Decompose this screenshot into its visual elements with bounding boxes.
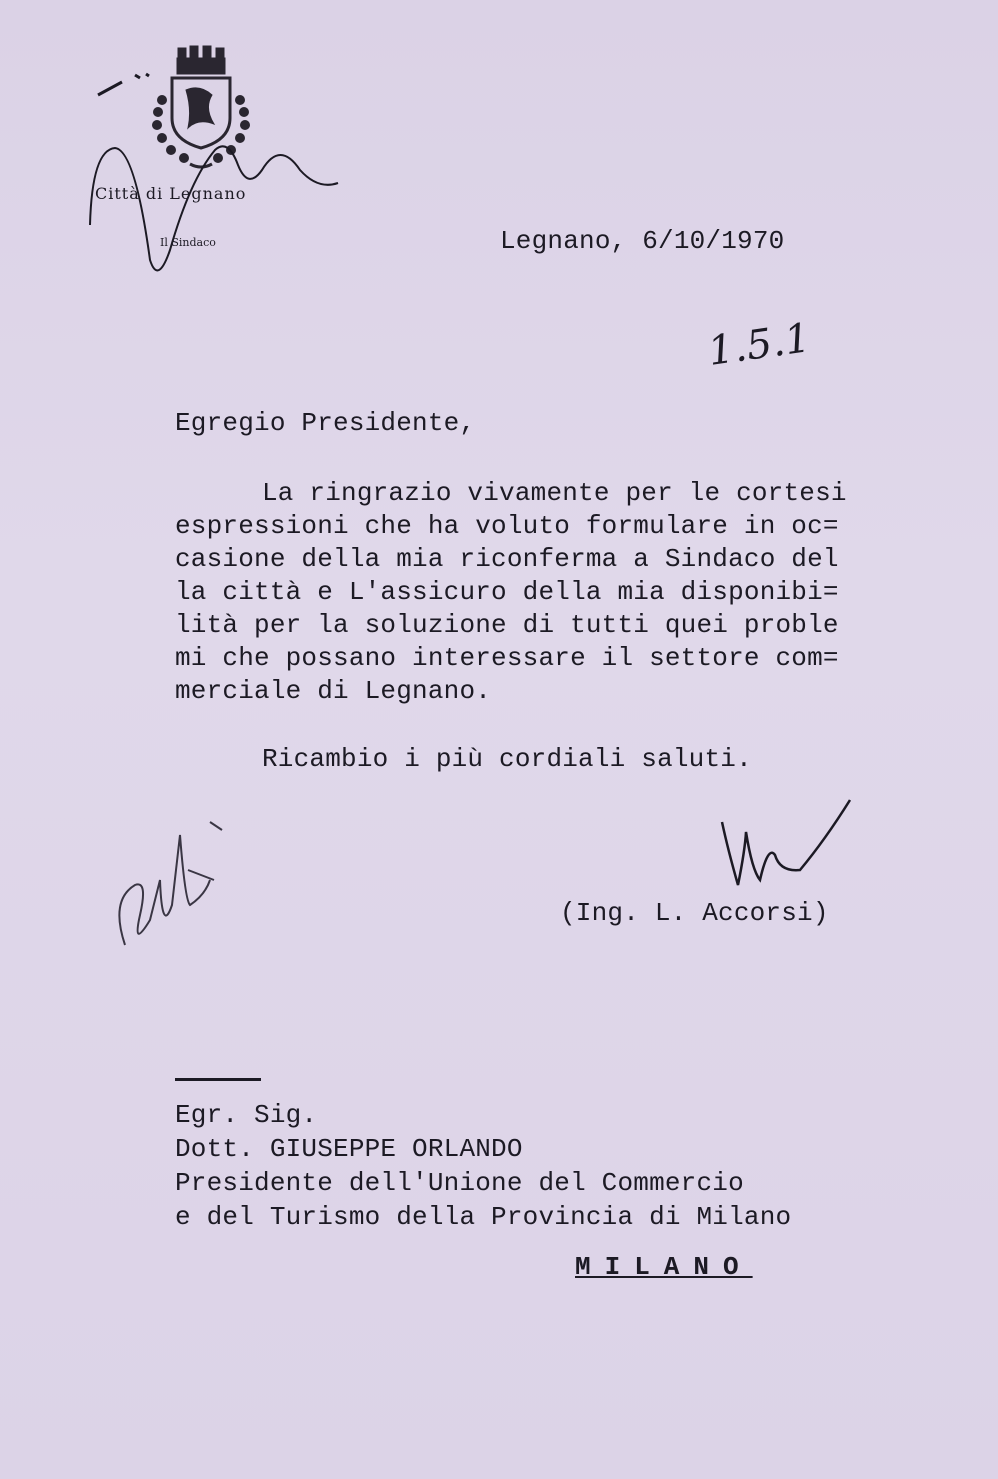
letterhead-role: Il Sindaco: [160, 236, 216, 249]
letterhead-city-name: Città di Legnano: [95, 184, 247, 203]
recipient-line-1: Egr. Sig.: [175, 1100, 318, 1130]
closing-greeting: Ricambio i più cordiali saluti.: [262, 744, 752, 774]
body-line-7: merciale di Legnano.: [175, 676, 492, 706]
recipient-line-4: e del Turismo della Provincia di Milano: [175, 1202, 792, 1232]
body-line-5: lità per la soluzione di tutti quei proble: [175, 610, 839, 640]
body-line-1: La ringrazio vivamente per le cortesi: [262, 478, 847, 508]
recipient-line-2: Dott. GIUSEPPE ORLANDO: [175, 1134, 523, 1164]
body-line-2: espressioni che ha voluto formulare in oc=: [175, 511, 839, 541]
handwritten-reference: 1.5.1: [705, 315, 814, 375]
recipient-line-3: Presidente dell'Unione del Commercio: [175, 1168, 744, 1198]
body-line-6: mi che possano interessare il settore com=: [175, 643, 839, 673]
salutation: Egregio Presidente,: [175, 408, 476, 438]
letter-date: Legnano, 6/10/1970: [500, 226, 785, 256]
body-line-3: casione della mia riconferma a Sindaco del: [175, 544, 839, 574]
recipient-city: MILANO: [575, 1252, 753, 1282]
signatory-name: (Ing. L. Accorsi): [560, 898, 829, 928]
body-line-4: la città e L'assicuro della mia disponibi=: [175, 577, 839, 607]
address-divider: [175, 1078, 261, 1081]
